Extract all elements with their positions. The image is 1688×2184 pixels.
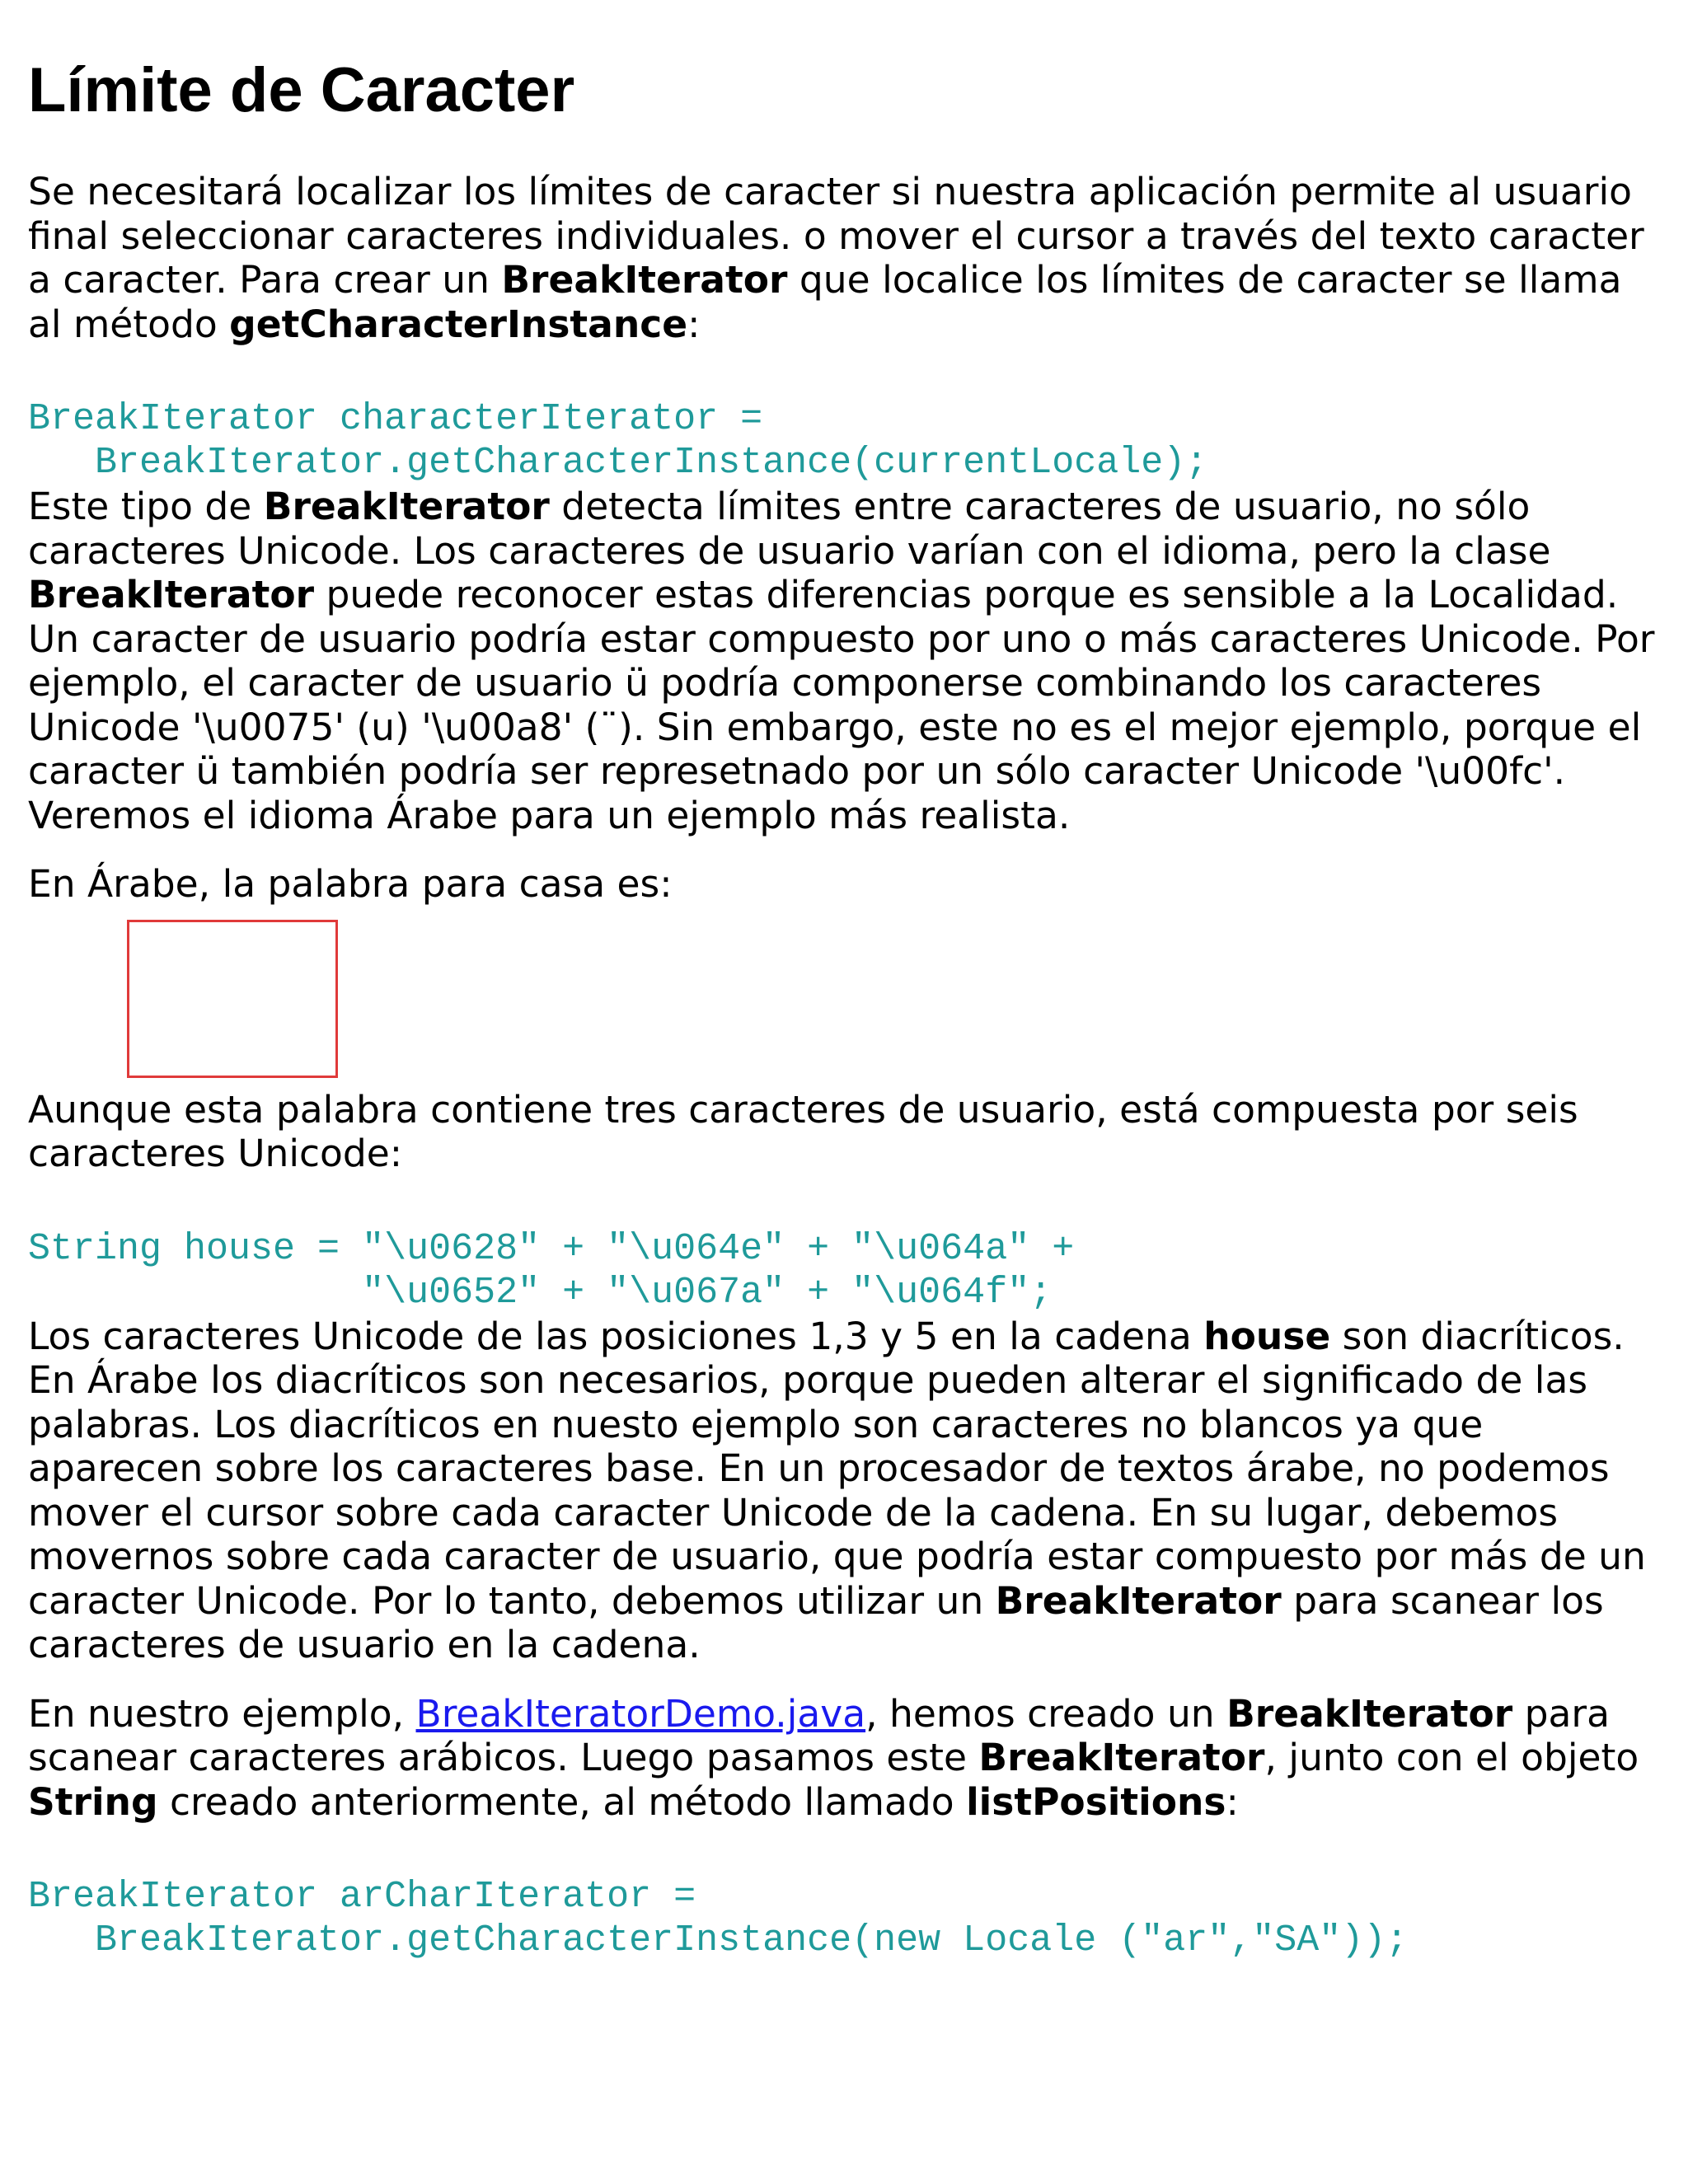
text-run: , junto con el objeto xyxy=(1264,1736,1639,1779)
bold-term: BreakIterator xyxy=(978,1736,1265,1779)
bold-term: String xyxy=(28,1779,158,1824)
text-run: que localice los límites de caracter se llama al método xyxy=(28,258,1622,346)
paragraph-six-unicode: Aunque esta palabra contiene tres caracteres de usuario, está compuesta por seis caracteres Unicode: xyxy=(28,1087,1578,1175)
bold-term: getCharacterInstance xyxy=(229,302,688,346)
page-title: Límite de Caracter xyxy=(28,55,575,125)
breakiteratordemo-link[interactable]: BreakIteratorDemo.java xyxy=(415,1691,866,1736)
text-run: , hemos creado un xyxy=(865,1691,1227,1736)
text-run: creado anteriormente, al método llamado xyxy=(157,1779,967,1824)
code-block-character-iterator: BreakIterator characterIterator = BreakIterator.getCharacterInstance(currentLocale); xyxy=(28,398,1208,484)
bold-term: listPositions xyxy=(966,1779,1226,1824)
bold-term: BreakIterator xyxy=(263,485,550,528)
bold-term: BreakIterator xyxy=(501,258,788,302)
paragraph-example xyxy=(28,1692,1660,1825)
text-run: detecta límites entre caracteres de usuario, no sólo caracteres Unicode. Los caracteres de usuario varían con el idioma, pero la clase xyxy=(28,485,1551,573)
paragraph-user-characters xyxy=(28,485,1660,837)
bold-term: house xyxy=(1203,1314,1331,1358)
text-run: : xyxy=(687,302,701,346)
bold-term: BreakIterator xyxy=(1226,1691,1513,1736)
paragraph-arabic-house: En Árabe, la palabra para casa es: xyxy=(28,862,673,906)
text-run: para scanear los caracteres de usuario en la cadena. xyxy=(28,1578,1604,1666)
text-run: En nuestro ejemplo, xyxy=(28,1691,416,1736)
text-run: : xyxy=(1226,1779,1239,1824)
code-block-ar-char-iterator: BreakIterator arCharIterator = BreakIterator.getCharacterInstance(new Locale ("ar","SA")); xyxy=(28,1876,1409,1961)
text-run: Los caracteres Unicode de las posiciones 1,3 y 5 en la cadena xyxy=(28,1314,1204,1358)
arabic-word-image-placeholder xyxy=(127,920,338,1078)
bold-term: BreakIterator xyxy=(28,573,315,616)
paragraph-intro xyxy=(28,170,1660,346)
text-run: puede reconocer estas diferencias porque es sensible a la Localidad. Un caracter de usuario podría estar compuesto por uno o más caracteres Unicode. Por ejemplo, el caracter de usuario ü podría componerse combinando los caracteres Unicode '\u0075' (u) '\u00a8' (¨). Sin embargo, este no es el mejor ejemplo, porque el caracter ü también podría ser represetnado por un sólo caracter Unicode '\u00fc'. Veremos el idioma Árabe para un ejemplo más realista. xyxy=(28,573,1655,837)
text-run: son diacríticos. En Árabe los diacríticos son necesarios, porque pueden alterar el significado de las palabras. Los diacríticos en nuesto ejemplo son caracteres no blancos ya que aparecen sobre los caracteres base. En un procesador de textos árabe, no podemos mover el cursor sobre cada caracter Unicode de la cadena. En su lugar, debemos movernos sobre cada caracter de usuario, que podría estar compuesto por más de un caracter Unicode. Por lo tanto, debemos utilizar un xyxy=(28,1314,1646,1623)
bold-term: BreakIterator xyxy=(995,1578,1282,1623)
paragraph-diacritics xyxy=(28,1315,1660,1667)
text-run: Este tipo de xyxy=(28,485,264,528)
code-block-house-string: String house = "\u0628" + "\u064e" + "\u064a" + "\u0652" + "\u067a" + "\u064f"; xyxy=(28,1227,1075,1314)
text-run: para scanear caracteres arábicos. Luego pasamos este xyxy=(28,1691,1610,1779)
text-run: Se necesitará localizar los límites de caracter si nuestra aplicación permite al usuario final seleccionar caracteres individuales. o mover el cursor a través del texto caracter a caracter. Para crear un xyxy=(28,170,1644,302)
